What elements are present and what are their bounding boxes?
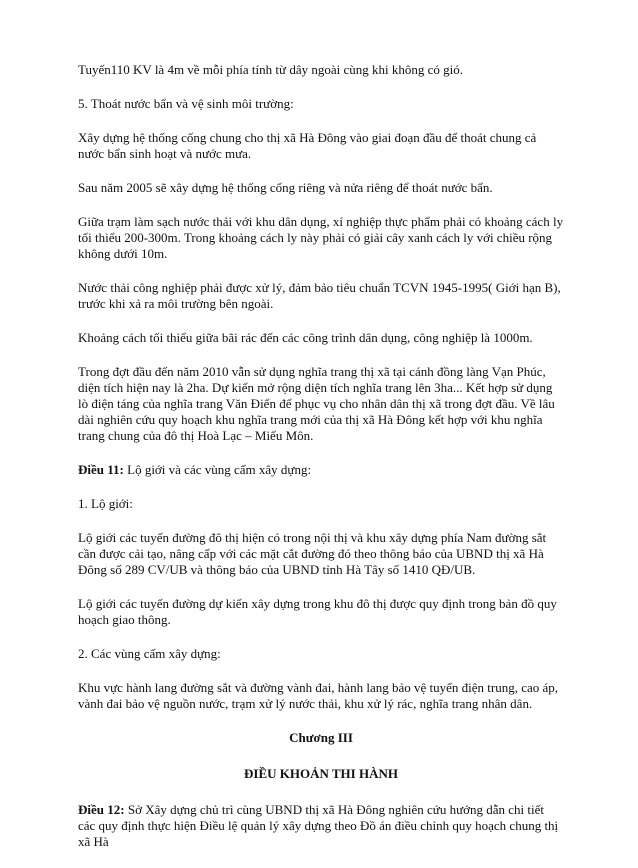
section-1-heading: 1. Lộ giới: xyxy=(78,496,133,511)
paragraph-restricted-zones: Khu vực hành lang đường sắt và đường vành đai, hành lang bảo vệ tuyến điện trung, cao áp, vành đai bảo vệ nguồn nước, trạm xử lý nước thải, khu xử lý rác, nghĩa trang nhân dân. xyxy=(78,680,559,711)
article-12-label: Điều 12: xyxy=(78,802,125,817)
paragraph-treatment-distance: Giữa trạm làm sạch nước thải với khu dân dụng, xí nghiệp thực phẩm phải có khoảng cách ly tối thiểu 200-300m. Trong khoảng cách ly này phải có giải cây xanh cách ly với chiều rộng không dưới 10m. xyxy=(78,214,564,261)
article-11 xyxy=(78,462,564,478)
article-11-label: Điều 11: xyxy=(78,462,124,477)
paragraph-110kv: Tuyến110 KV là 4m về mỗi phía tính từ dây ngoài cùng khi không có gió. xyxy=(78,62,463,77)
article-12 xyxy=(78,802,564,850)
document-page xyxy=(78,62,564,868)
chapter-heading: Chương III xyxy=(289,730,353,745)
paragraph-after-2005: Sau năm 2005 sẽ xây dựng hệ thống cống riêng và nửa riêng để thoát nước bẩn. xyxy=(78,180,493,195)
section-2-heading: 2. Các vùng cấm xây dựng: xyxy=(78,646,221,661)
article-12-text: Sở Xây dựng chủ trì cùng UBND thị xã Hà Đông nghiên cứu hướng dẫn chi tiết các quy định thực hiện Điều lệ quản lý xây dựng theo Đồ án điều chỉnh quy hoạch chung thị xã Hà xyxy=(78,802,559,849)
paragraph-road-boundary-existing: Lộ giới các tuyến đường đô thị hiện có trong nội thị và khu xây dựng phía Nam đường sắt cần được cải tạo, nâng cấp với các mặt cắt đường đó theo thông báo của UBND thị xã Hà Đông số 289 CV/UB và thông báo của UBND tỉnh Hà Tây số 1410 QĐ/UB. xyxy=(78,530,547,577)
paragraph-landfill-distance: Khoảng cách tối thiểu giữa bãi rác đến các công trình dân dụng, công nghiệp là 1000m. xyxy=(78,330,533,345)
chapter-title: ĐIỀU KHOẢN THI HÀNH xyxy=(244,766,398,781)
paragraph-road-boundary-planned: Lộ giới các tuyến đường dự kiến xây dựng trong khu đô thị được quy định trong bản đồ quy hoạch giao thông. xyxy=(78,596,557,627)
paragraph-common-sewer: Xây dựng hệ thống cống chung cho thị xã Hà Đông vào giai đoạn đầu để thoát chung cả nước bẩn sinh hoạt và nước mưa. xyxy=(78,130,537,161)
paragraph-industrial-wastewater: Nước thải công nghiệp phải được xử lý, đảm bảo tiêu chuẩn TCVN 1945-1995( Giới hạn B), trước khi xả ra môi trường bên ngoài. xyxy=(78,280,561,311)
section-drainage-heading: 5. Thoát nước bẩn và vệ sinh môi trường: xyxy=(78,96,294,111)
paragraph-cemetery: Trong đợt đầu đến năm 2010 vẫn sử dụng nghĩa trang thị xã tại cánh đồng làng Vạn Phúc, diện tích hiện nay là 2ha. Dự kiến mở rộng diện tích nghĩa trang lên 3ha... Kết hợp sử dụng lò điện táng của nghĩa trang Văn Điển để phục vụ cho nhân dân thị xã trong đợt đầu. Về lâu dài nghiên cứu quy hoạch khu nghĩa trang mới của thị xã Hà Đông kết hợp với khu nghĩa trang chung của đô thị Hoà Lạc – Miếu Môn. xyxy=(78,364,555,443)
article-11-text: Lộ giới và các vùng cấm xây dựng: xyxy=(123,462,312,477)
